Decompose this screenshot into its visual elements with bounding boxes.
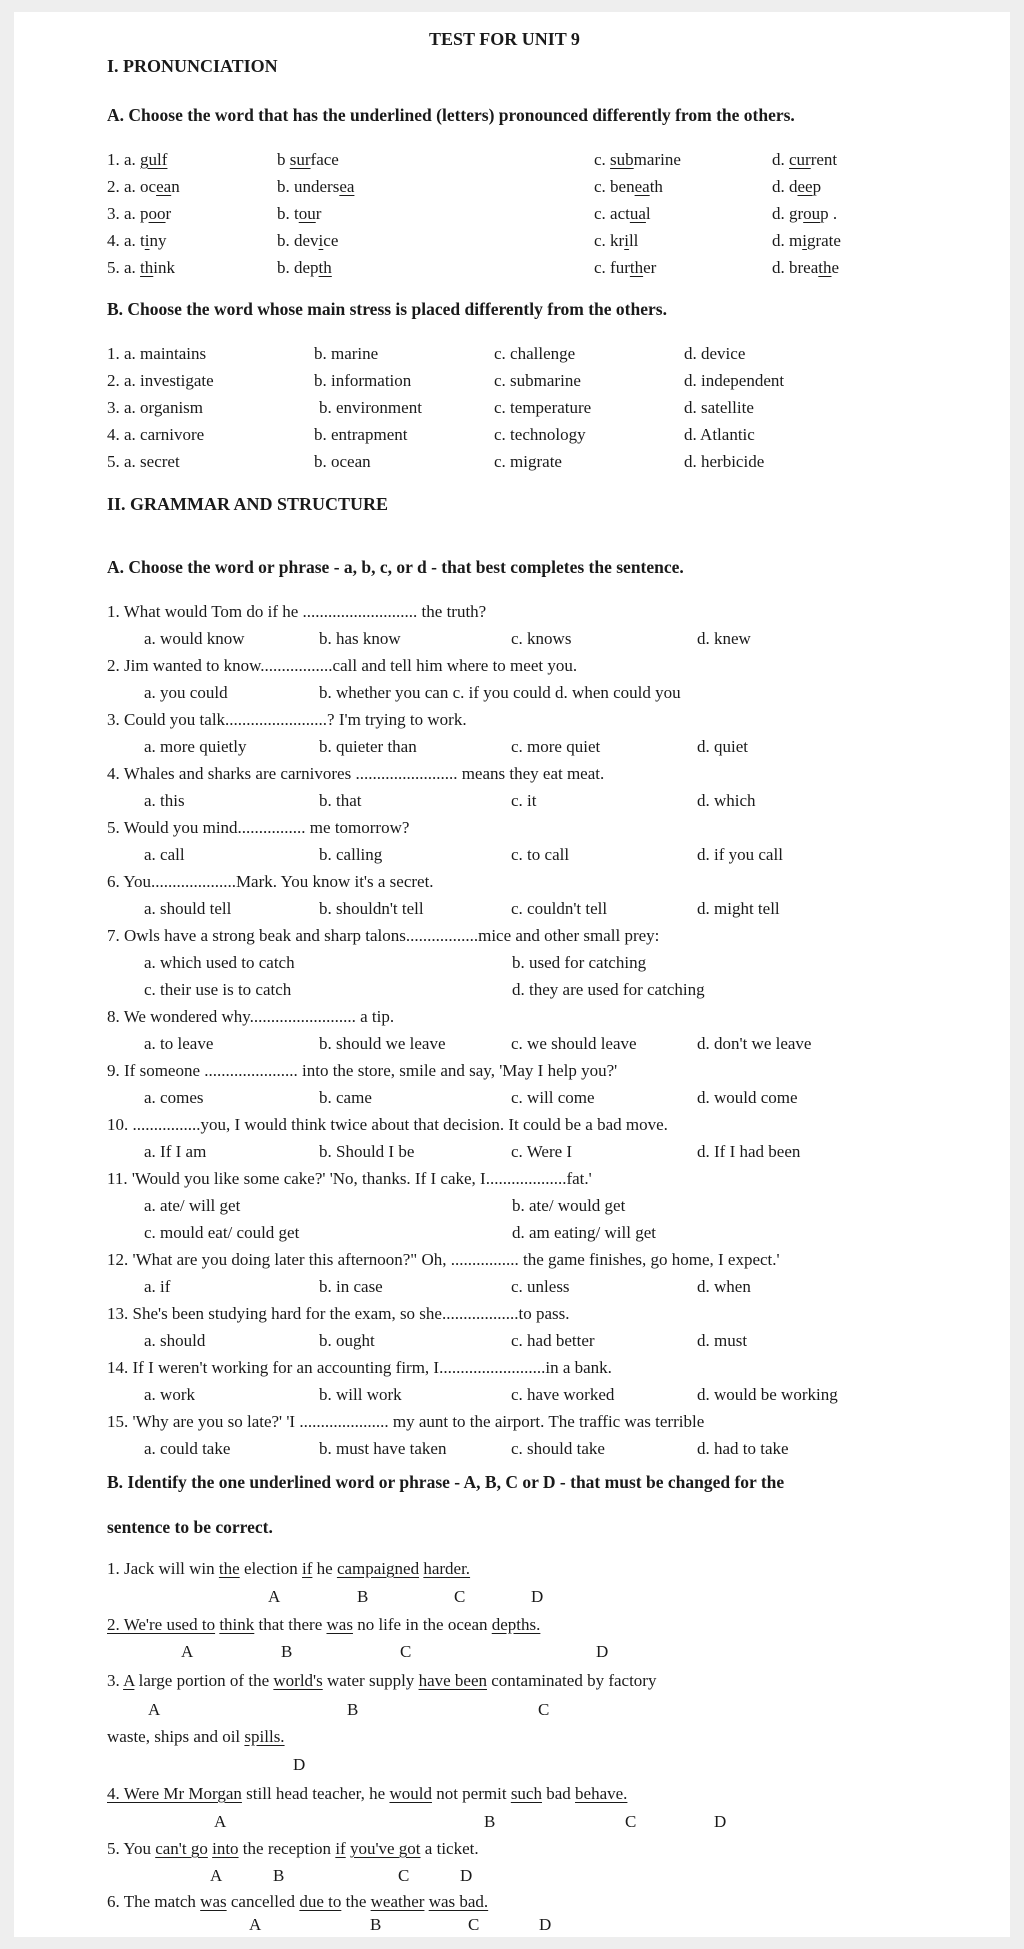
identify-instruction-line1: B. Identify the one underlined word or phrase - A, B, C or D - that must be changed for the bbox=[107, 1472, 785, 1492]
page-title: TEST FOR UNIT 9 bbox=[429, 29, 580, 49]
label-3a: A bbox=[148, 1700, 161, 1719]
grammar-option-2a: a. you could bbox=[144, 683, 228, 702]
label-5d: D bbox=[460, 1866, 473, 1885]
option-text: 4. a. t bbox=[107, 231, 145, 250]
grammar-question-4: 4. Whales and sharks are carnivores ........................ means they eat meat. bbox=[107, 764, 605, 783]
label-6b: B bbox=[370, 1915, 382, 1934]
label-5a: A bbox=[210, 1866, 223, 1885]
text: the reception bbox=[238, 1839, 336, 1858]
pron-option-5b bbox=[277, 258, 332, 278]
option-text: c. act bbox=[594, 204, 630, 223]
grammar-instruction-a: A. Choose the word or phrase - a, b, c, or d - that best completes the sentence. bbox=[107, 557, 684, 577]
text: bad bbox=[541, 1784, 576, 1803]
grammar-question-3: 3. Could you talk........................? I'm trying to work. bbox=[107, 710, 467, 729]
label-4c: C bbox=[625, 1812, 637, 1831]
underlined-b: if bbox=[302, 1559, 313, 1578]
pron-option-5a bbox=[107, 258, 175, 278]
text: 6. The match bbox=[107, 1892, 201, 1911]
grammar-option-5d: d. if you call bbox=[697, 845, 783, 864]
pron-option-2c bbox=[594, 177, 663, 197]
pron-option-1a bbox=[107, 150, 167, 170]
label-4a: A bbox=[214, 1812, 227, 1831]
grammar-option-4b: b. that bbox=[319, 791, 362, 810]
label-5c: C bbox=[398, 1866, 410, 1885]
identify-sentence-1 bbox=[107, 1559, 470, 1579]
grammar-question-6: 6. You....................Mark. You know it's a secret. bbox=[107, 872, 434, 891]
grammar-option-11a: a. ate/ will get bbox=[144, 1196, 241, 1215]
underlined-d: harder. bbox=[423, 1559, 471, 1578]
option-underlined: ee bbox=[797, 177, 813, 196]
option-underlined: ea bbox=[339, 177, 355, 196]
stress-option-4b: b. entrapment bbox=[314, 425, 408, 444]
stress-option-3d: d. satellite bbox=[684, 398, 754, 417]
text: 3. bbox=[107, 1671, 124, 1690]
option-text: e bbox=[831, 258, 840, 277]
grammar-option-9a: a. comes bbox=[144, 1088, 204, 1107]
identify-sentence-2 bbox=[107, 1615, 540, 1635]
grammar-option-3c: c. more quiet bbox=[511, 737, 601, 756]
underlined-c: weather bbox=[370, 1892, 425, 1911]
underlined-a: 4. Were Mr Morgan bbox=[107, 1784, 242, 1803]
option-underlined: i bbox=[318, 231, 324, 250]
option-text: c. ben bbox=[594, 177, 635, 196]
text: waste, ships and oil bbox=[107, 1727, 245, 1746]
label-1b: B bbox=[357, 1587, 369, 1606]
grammar-option-10b: b. Should I be bbox=[319, 1142, 415, 1161]
label-3b: B bbox=[347, 1700, 359, 1719]
pron-option-4d bbox=[772, 231, 841, 251]
text: 1. Jack will win bbox=[107, 1559, 219, 1578]
option-text: p bbox=[812, 177, 822, 196]
grammar-option-14b: b. will work bbox=[319, 1385, 402, 1404]
label-6c: C bbox=[468, 1915, 480, 1934]
underlined-d: you've got bbox=[349, 1839, 421, 1858]
stress-option-3a: 3. a. organism bbox=[107, 398, 204, 417]
grammar-option-13c: c. had better bbox=[511, 1331, 595, 1350]
option-text: face bbox=[310, 150, 339, 169]
identify-sentence-4 bbox=[107, 1784, 627, 1804]
label-4b: B bbox=[484, 1812, 496, 1831]
option-text: grate bbox=[806, 231, 841, 250]
underlined-a: was bbox=[200, 1892, 227, 1911]
grammar-option-15a: a. could take bbox=[144, 1439, 231, 1458]
identify-sentence-3 bbox=[107, 1671, 656, 1691]
grammar-option-8d: d. don't we leave bbox=[697, 1034, 812, 1053]
option-text: d. gr bbox=[772, 204, 804, 223]
label-1c: C bbox=[454, 1587, 466, 1606]
option-underlined: th bbox=[140, 258, 154, 277]
text: no life in the ocean bbox=[352, 1615, 492, 1634]
option-underlined: i bbox=[802, 231, 807, 250]
stress-option-3c: c. temperature bbox=[494, 398, 592, 417]
option-text: rent bbox=[810, 150, 838, 169]
stress-option-2a: 2. a. investigate bbox=[107, 371, 214, 390]
label-6a: A bbox=[249, 1915, 262, 1934]
grammar-option-10a: a. If I am bbox=[144, 1142, 207, 1161]
underlined-b: due to bbox=[299, 1892, 342, 1911]
option-underlined: ou bbox=[803, 204, 821, 223]
option-underlined: ea bbox=[634, 177, 650, 196]
grammar-option-7c: c. their use is to catch bbox=[144, 980, 292, 999]
option-text: marine bbox=[633, 150, 681, 169]
option-text: ink bbox=[153, 258, 176, 277]
pron-option-1d bbox=[772, 150, 837, 170]
pron-option-2a bbox=[107, 177, 180, 197]
option-underlined: gulf bbox=[140, 150, 168, 169]
underlined-a: 2. We're used to bbox=[107, 1615, 216, 1634]
underlined-b: would bbox=[389, 1784, 432, 1803]
option-text: n bbox=[171, 177, 180, 196]
stress-option-4d: d. Atlantic bbox=[684, 425, 755, 444]
grammar-option-6c: c. couldn't tell bbox=[511, 899, 608, 918]
identify-sentence-5 bbox=[107, 1839, 479, 1859]
option-text: r bbox=[165, 204, 172, 223]
underlined-d: depths. bbox=[491, 1615, 541, 1634]
grammar-question-8: 8. We wondered why......................... a tip. bbox=[107, 1007, 395, 1026]
grammar-option-10c: c. Were I bbox=[511, 1142, 573, 1161]
stress-option-1b: b. marine bbox=[314, 344, 379, 363]
grammar-option-6a: a. should tell bbox=[144, 899, 232, 918]
grammar-option-12d: d. when bbox=[697, 1277, 751, 1296]
grammar-option-14a: a. work bbox=[144, 1385, 195, 1404]
text: 5. You bbox=[107, 1839, 156, 1858]
pron-option-2d bbox=[772, 177, 821, 197]
grammar-option-12c: c. unless bbox=[511, 1277, 570, 1296]
stress-option-5a: 5. a. secret bbox=[107, 452, 180, 471]
option-text: 2. a. oc bbox=[107, 177, 157, 196]
grammar-option-9d: d. would come bbox=[697, 1088, 798, 1107]
grammar-option-8b: b. should we leave bbox=[319, 1034, 446, 1053]
text: cancelled bbox=[226, 1892, 300, 1911]
underlined-c: have been bbox=[418, 1671, 487, 1690]
option-text: 5. a. bbox=[107, 258, 141, 277]
label-5b: B bbox=[273, 1866, 285, 1885]
grammar-option-11d: d. am eating/ will get bbox=[512, 1223, 656, 1242]
option-text: r bbox=[315, 204, 322, 223]
grammar-option-3b: b. quieter than bbox=[319, 737, 417, 756]
label-2d: D bbox=[596, 1642, 609, 1661]
option-text: c. bbox=[594, 150, 611, 169]
grammar-question-5: 5. Would you mind................ me tomorrow? bbox=[107, 818, 410, 837]
option-underlined: th bbox=[629, 258, 644, 277]
option-text: b. t bbox=[277, 204, 299, 223]
underlined-b: think bbox=[219, 1615, 255, 1634]
stress-option-1d: d. device bbox=[684, 344, 746, 363]
grammar-option-1b: b. has know bbox=[319, 629, 401, 648]
underlined-c: was bbox=[326, 1615, 353, 1634]
option-underlined: th bbox=[318, 258, 332, 277]
pron-option-2b bbox=[277, 177, 354, 197]
grammar-option-6b: b. shouldn't tell bbox=[319, 899, 424, 918]
grammar-option-1c: c. knows bbox=[511, 629, 572, 648]
grammar-question-13: 13. She's been studying hard for the exam, so she..................to pass. bbox=[107, 1304, 570, 1323]
option-text: b. dep bbox=[277, 258, 319, 277]
option-underlined: ea bbox=[156, 177, 172, 196]
grammar-question-1: 1. What would Tom do if he ........................... the truth? bbox=[107, 602, 487, 621]
grammar-option-10d: d. If I had been bbox=[697, 1142, 801, 1161]
grammar-option-4d: d. which bbox=[697, 791, 756, 810]
pron-option-4a bbox=[107, 231, 167, 251]
grammar-question-7: 7. Owls have a strong beak and sharp talons.................mice and other small prey: bbox=[107, 926, 660, 945]
pron-option-5c bbox=[594, 258, 656, 278]
grammar-question-15: 15. 'Why are you so late?' 'I ..................... my aunt to the airport. The traffic was terrible bbox=[107, 1412, 705, 1431]
option-underlined: ua bbox=[629, 204, 646, 223]
option-text: b. dev bbox=[277, 231, 319, 250]
grammar-question-2: 2. Jim wanted to know.................call and tell him where to meet you. bbox=[107, 656, 578, 675]
underlined-b: world's bbox=[273, 1671, 323, 1690]
pron-option-3b bbox=[277, 204, 321, 224]
grammar-option-9c: c. will come bbox=[511, 1088, 595, 1107]
grammar-option-15c: c. should take bbox=[511, 1439, 605, 1458]
label-2b: B bbox=[281, 1642, 293, 1661]
pron-option-3c bbox=[594, 204, 651, 224]
grammar-option-11b: b. ate/ would get bbox=[512, 1196, 626, 1215]
option-text: c. kr bbox=[594, 231, 625, 250]
grammar-option-15d: d. had to take bbox=[697, 1439, 789, 1458]
stress-option-2d: d. independent bbox=[684, 371, 785, 390]
option-text: 1. a. bbox=[107, 150, 141, 169]
label-3c: C bbox=[538, 1700, 550, 1719]
underlined-d: spills. bbox=[244, 1727, 285, 1746]
option-underlined: th bbox=[818, 258, 832, 277]
text: that there bbox=[254, 1615, 327, 1634]
option-underlined: sur bbox=[289, 150, 311, 169]
text: water supply bbox=[322, 1671, 419, 1690]
grammar-question-12: 12. 'What are you doing later this afternoon?" Oh, ................ the game finishes, go home, I expect.' bbox=[107, 1250, 780, 1269]
label-2a: A bbox=[181, 1642, 194, 1661]
option-underlined: sub bbox=[610, 150, 634, 169]
underlined-c: campaigned bbox=[336, 1559, 420, 1578]
option-text: er bbox=[643, 258, 657, 277]
label-1a: A bbox=[268, 1587, 281, 1606]
stress-option-4c: c. technology bbox=[494, 425, 586, 444]
grammar-option-12a: a. if bbox=[144, 1277, 171, 1296]
label-6d: D bbox=[539, 1915, 552, 1934]
grammar-option-9b: b. came bbox=[319, 1088, 372, 1107]
pron-option-3d bbox=[772, 204, 837, 224]
test-page bbox=[14, 12, 1010, 1937]
underlined-d: behave. bbox=[575, 1784, 628, 1803]
stress-option-2c: c. submarine bbox=[494, 371, 581, 390]
grammar-option-3d: d. quiet bbox=[697, 737, 748, 756]
underlined-c: if bbox=[335, 1839, 346, 1858]
option-text: p . bbox=[820, 204, 838, 223]
label-1d: D bbox=[531, 1587, 544, 1606]
stress-option-4a: 4. a. carnivore bbox=[107, 425, 205, 444]
option-text: ll bbox=[628, 231, 639, 250]
option-text: l bbox=[645, 204, 651, 223]
grammar-option-15b: b. must have taken bbox=[319, 1439, 447, 1458]
grammar-option-1a: a. would know bbox=[144, 629, 245, 648]
identify-sentence-6 bbox=[107, 1892, 488, 1912]
identify-sentence-3-line2 bbox=[107, 1727, 285, 1747]
option-text: c. fur bbox=[594, 258, 630, 277]
grammar-option-13a: a. should bbox=[144, 1331, 206, 1350]
grammar-option-5b: b. calling bbox=[319, 845, 383, 864]
underlined-d: was bad. bbox=[428, 1892, 489, 1911]
grammar-option-1d: d. knew bbox=[697, 629, 751, 648]
grammar-option-5a: a. call bbox=[144, 845, 185, 864]
grammar-option-7d: d. they are used for catching bbox=[512, 980, 705, 999]
stress-option-5d: d. herbicide bbox=[684, 452, 765, 471]
grammar-option-13b: b. ought bbox=[319, 1331, 375, 1350]
grammar-question-9: 9. If someone ...................... into the store, smile and say, 'May I help you?' bbox=[107, 1061, 618, 1080]
pronunciation-instruction-a: A. Choose the word that has the underlined (letters) pronounced differently from the others. bbox=[107, 105, 795, 125]
underlined-b: into bbox=[212, 1839, 239, 1858]
text: still head teacher, he bbox=[241, 1784, 390, 1803]
label-4d: D bbox=[714, 1812, 727, 1831]
grammar-question-11: 11. 'Would you like some cake?' 'No, thanks. If I cake, I...................fat.' bbox=[107, 1169, 592, 1188]
pron-option-4b bbox=[277, 231, 338, 251]
grammar-option-5c: c. to call bbox=[511, 845, 570, 864]
option-underlined: i bbox=[624, 231, 629, 250]
label-2c: C bbox=[400, 1642, 412, 1661]
pron-option-4c bbox=[594, 231, 638, 251]
grammar-option-11c: c. mould eat/ could get bbox=[144, 1223, 300, 1242]
text: he bbox=[312, 1559, 337, 1578]
grammar-option-8a: a. to leave bbox=[144, 1034, 214, 1053]
option-underlined: cur bbox=[789, 150, 811, 169]
option-text: d. bbox=[772, 150, 789, 169]
stress-option-5c: c. migrate bbox=[494, 452, 562, 471]
text: contaminated by factory bbox=[487, 1671, 657, 1690]
stress-instruction-b: B. Choose the word whose main stress is placed differently from the others. bbox=[107, 299, 667, 319]
grammar-option-7b: b. used for catching bbox=[512, 953, 647, 972]
pron-option-1c bbox=[594, 150, 681, 170]
stress-option-1c: c. challenge bbox=[494, 344, 576, 363]
grammar-option-12b: b. in case bbox=[319, 1277, 383, 1296]
stress-option-3b: b. environment bbox=[319, 398, 422, 417]
pron-option-3a bbox=[107, 204, 171, 224]
grammar-question-14: 14. If I weren't working for an accounting firm, I.........................in a bank. bbox=[107, 1358, 612, 1377]
identify-instruction-line2: sentence to be correct. bbox=[107, 1517, 273, 1537]
grammar-question-10: 10. ................you, I would think twice about that decision. It could be a bad move. bbox=[107, 1115, 668, 1134]
grammar-option-3a: a. more quietly bbox=[144, 737, 247, 756]
text: not permit bbox=[431, 1784, 511, 1803]
text: election bbox=[239, 1559, 302, 1578]
text: a ticket. bbox=[420, 1839, 479, 1858]
text: large portion of the bbox=[134, 1671, 274, 1690]
option-text: 3. a. p bbox=[107, 204, 149, 223]
grammar-option-4a: a. this bbox=[144, 791, 185, 810]
pron-option-1b bbox=[277, 150, 339, 170]
grammar-option-4c: c. it bbox=[511, 791, 537, 810]
option-text: th bbox=[649, 177, 663, 196]
underlined-a: can't go bbox=[155, 1839, 208, 1858]
stress-option-2b: b. information bbox=[314, 371, 412, 390]
option-underlined: oo bbox=[148, 204, 166, 223]
grammar-option-6d: d. might tell bbox=[697, 899, 780, 918]
pron-option-5d bbox=[772, 258, 839, 278]
grammar-option-8c: c. we should leave bbox=[511, 1034, 637, 1053]
grammar-option-2b: b. whether you can c. if you could d. when could you bbox=[319, 683, 681, 702]
option-text: d. brea bbox=[772, 258, 819, 277]
option-text: d. m bbox=[772, 231, 803, 250]
option-underlined: ou bbox=[298, 204, 316, 223]
grammar-option-14d: d. would be working bbox=[697, 1385, 838, 1404]
grammar-option-13d: d. must bbox=[697, 1331, 748, 1350]
section-1-heading: I. PRONUNCIATION bbox=[107, 56, 278, 76]
option-text: b. unders bbox=[277, 177, 340, 196]
grammar-option-14c: c. have worked bbox=[511, 1385, 615, 1404]
underlined-a: the bbox=[218, 1559, 240, 1578]
option-text: d. d bbox=[772, 177, 798, 196]
label-3d: D bbox=[293, 1755, 306, 1774]
grammar-option-7a: a. which used to catch bbox=[144, 953, 295, 972]
option-text: ce bbox=[323, 231, 339, 250]
section-2-heading: II. GRAMMAR AND STRUCTURE bbox=[107, 494, 389, 514]
option-text: b bbox=[277, 150, 290, 169]
underlined-c: such bbox=[510, 1784, 542, 1803]
text: the bbox=[341, 1892, 371, 1911]
option-underlined: i bbox=[144, 231, 150, 250]
stress-option-1a: 1. a. maintains bbox=[107, 344, 207, 363]
stress-option-5b: b. ocean bbox=[314, 452, 371, 471]
underlined-a: A bbox=[123, 1671, 135, 1690]
option-text: ny bbox=[149, 231, 167, 250]
